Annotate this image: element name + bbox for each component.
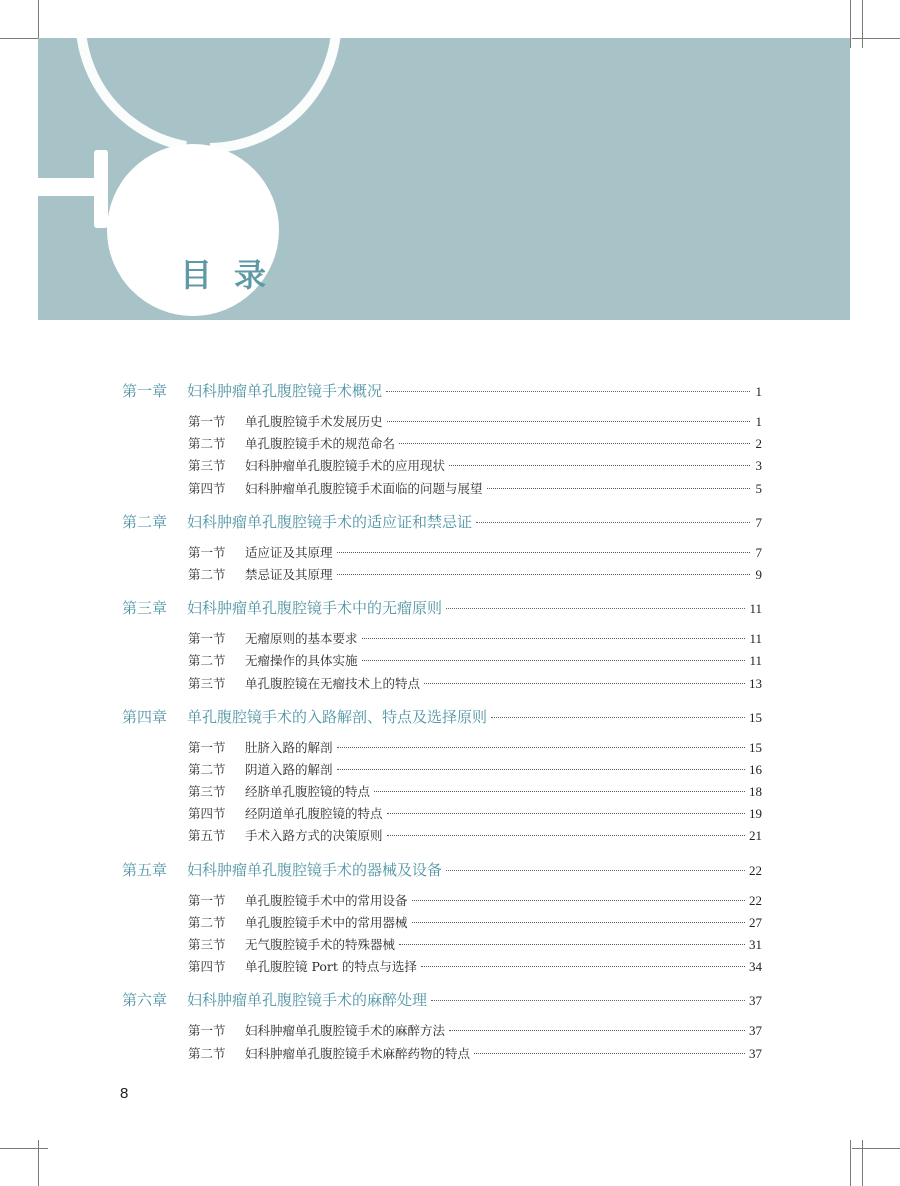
dot-leader [337,552,750,553]
dot-leader [387,835,745,836]
section-number: 第一节 [188,892,226,908]
toc-chapter-row[interactable] [122,859,762,885]
section-page-number: 34 [749,959,762,975]
toc-chapter-row[interactable] [122,597,762,623]
section-title: 单孔腹腔镜在无瘤技术上的特点 [245,675,421,691]
section-page-number: 15 [749,739,762,755]
section-page-number: 1 [755,414,762,429]
section-number: 第一节 [188,414,226,429]
toc-section-row[interactable] [122,1021,762,1043]
dot-leader [362,660,746,661]
crop-mark-br-h [852,1148,900,1149]
section-title: 单孔腹腔镜手术中的常用器械 [245,914,408,930]
toc-section-row[interactable] [122,412,762,434]
section-page-number: 37 [749,1023,762,1039]
toc-section-row[interactable] [122,935,762,957]
section-number: 第二节 [188,436,226,452]
chapter-title: 妇科肿瘤单孔腹腔镜手术的麻醉处理 [187,991,428,1010]
section-page-number: 27 [749,914,762,930]
chapter-number: 第六章 [122,991,168,1010]
section-number: 第三节 [188,675,226,691]
section-title: 妇科肿瘤单孔腹腔镜手术面临的问题与展望 [245,480,483,496]
toc-chapter-row[interactable] [122,706,762,732]
section-number: 第一节 [188,1023,226,1039]
toc-section-row[interactable] [122,651,762,673]
emblem-port-top [94,150,108,172]
section-title: 经脐单孔腹腔镜的特点 [245,784,371,800]
section-page-number: 31 [749,937,762,952]
dot-leader [374,791,745,792]
crop-mark-tr-v [850,0,851,48]
toc-section-row[interactable] [122,891,762,913]
toc-section-row[interactable] [122,479,762,501]
chapter-title: 妇科肿瘤单孔腹腔镜手术概况 [187,382,383,400]
section-number: 第四节 [188,806,226,822]
section-number: 第三节 [188,937,226,952]
dot-leader [412,900,745,901]
dot-leader [421,966,745,967]
toc-section-row[interactable] [122,826,762,848]
dot-leader [387,421,750,422]
toc-section-row[interactable] [122,629,762,651]
crop-mark-bl-v [38,1140,39,1186]
toc-section-row[interactable] [122,1044,762,1066]
emblem-outer-ring [81,38,337,148]
section-title: 妇科肿瘤单孔腹腔镜手术的麻醉方法 [245,1023,446,1039]
dot-leader [362,638,746,639]
dot-leader [412,922,745,923]
chapter-page-number: 7 [755,514,762,530]
section-number: 第三节 [188,784,226,800]
header-banner [38,38,850,320]
toc-section-row[interactable] [122,456,762,478]
crop-mark-br-v2 [862,1140,863,1186]
section-number: 第五节 [188,828,226,844]
toc-section-row[interactable] [122,543,762,565]
section-title: 单孔腹腔镜 Port 的特点与选择 [245,959,417,975]
section-title: 妇科肿瘤单孔腹腔镜手术的应用现状 [245,458,446,474]
toc-chapter-row[interactable] [122,380,762,406]
chapter-page-number: 37 [749,993,762,1009]
dot-leader [399,443,750,444]
dot-leader [337,769,745,770]
section-title: 妇科肿瘤单孔腹腔镜手术麻醉药物的特点 [245,1045,471,1061]
chapter-page-number: 1 [755,384,762,399]
dot-leader [449,1030,745,1031]
chapter-number: 第一章 [122,382,168,400]
toc-section-row[interactable] [122,565,762,587]
toc-section-row[interactable] [122,913,762,935]
chapter-number: 第三章 [122,599,168,618]
section-number: 第一节 [188,739,226,755]
laparoscope-emblem [38,38,850,320]
chapter-number: 第五章 [122,860,168,879]
section-number: 第一节 [188,544,226,560]
dot-leader [337,574,750,575]
dot-leader [491,717,745,718]
emblem-left-bar [38,178,100,196]
crop-mark-bl-h [0,1148,48,1149]
toc-section-row[interactable] [122,804,762,826]
chapter-number: 第四章 [122,707,168,726]
section-number: 第一节 [188,631,226,647]
section-number: 第二节 [188,1045,226,1061]
dot-leader [399,944,745,945]
chapter-page-number: 15 [749,709,762,725]
chapter-title: 单孔腹腔镜手术的入路解剖、特点及选择原则 [187,707,488,726]
toc-chapter-row[interactable] [122,511,762,537]
dot-leader [424,683,745,684]
crop-mark-tr-v2 [862,0,863,48]
section-title: 单孔腹腔镜手术中的常用设备 [245,892,408,908]
chapter-number: 第二章 [122,512,168,531]
section-page-number: 22 [749,892,762,908]
page-number: 8 [120,1085,129,1102]
section-page-number: 37 [749,1045,762,1061]
dot-leader [386,391,750,392]
chapter-title: 妇科肿瘤单孔腹腔镜手术中的无瘤原则 [187,599,443,618]
dot-leader [487,488,750,489]
chapter-page-number: 11 [749,601,762,617]
section-title: 无瘤操作的具体实施 [245,653,358,669]
section-title: 无气腹腔镜手术的特殊器械 [245,937,396,952]
section-title: 禁忌证及其原理 [245,566,333,582]
section-number: 第二节 [188,653,226,669]
section-number: 第四节 [188,480,226,496]
dot-leader [449,465,750,466]
section-page-number: 19 [749,806,762,822]
toc-chapter-row[interactable] [122,989,762,1015]
section-page-number: 16 [749,761,762,777]
chapter-title: 妇科肿瘤单孔腹腔镜手术的器械及设备 [187,860,443,879]
section-page-number: 11 [749,631,762,647]
chapter-title: 妇科肿瘤单孔腹腔镜手术的适应证和禁忌证 [187,512,473,531]
section-number: 第三节 [188,458,226,474]
section-page-number: 2 [755,436,762,452]
dot-leader [476,522,750,523]
toc-section-row[interactable] [122,674,762,696]
section-page-number: 18 [749,784,762,800]
chapter-page-number: 22 [749,862,762,878]
toc-section-row[interactable] [122,957,762,979]
dot-leader [387,813,745,814]
crop-mark-br-v [850,1140,851,1186]
section-page-number: 21 [749,828,762,844]
section-title: 经阴道单孔腹腔镜的特点 [245,806,383,822]
section-number: 第二节 [188,566,226,582]
crop-mark-tr-h [852,38,900,39]
section-title: 手术入路方式的决策原则 [245,828,383,844]
section-page-number: 9 [755,566,762,582]
dot-leader [431,1000,745,1001]
dot-leader [474,1053,745,1054]
section-title: 单孔腹腔镜手术的规范命名 [245,436,396,452]
toc-section-row[interactable] [122,760,762,782]
section-title: 适应证及其原理 [245,544,333,560]
toc-section-row[interactable] [122,738,762,760]
section-number: 第二节 [188,761,226,777]
section-number: 第四节 [188,959,226,975]
dot-leader [337,747,745,748]
section-page-number: 11 [749,653,762,669]
section-page-number: 5 [755,480,762,496]
section-title: 阴道入路的解剖 [245,761,333,777]
section-page-number: 3 [755,458,762,474]
section-number: 第二节 [188,914,226,930]
section-page-number: 13 [749,675,762,691]
section-page-number: 7 [755,544,762,560]
section-title: 肚脐入路的解剖 [245,739,333,755]
table-of-contents [122,380,762,1066]
toc-section-row[interactable] [122,434,762,456]
section-title: 单孔腹腔镜手术发展历史 [245,414,383,429]
section-title: 无瘤原则的基本要求 [245,631,358,647]
toc-section-row[interactable] [122,782,762,804]
dot-leader [446,608,745,609]
dot-leader [446,870,745,871]
page-title: 目录 [180,256,289,294]
